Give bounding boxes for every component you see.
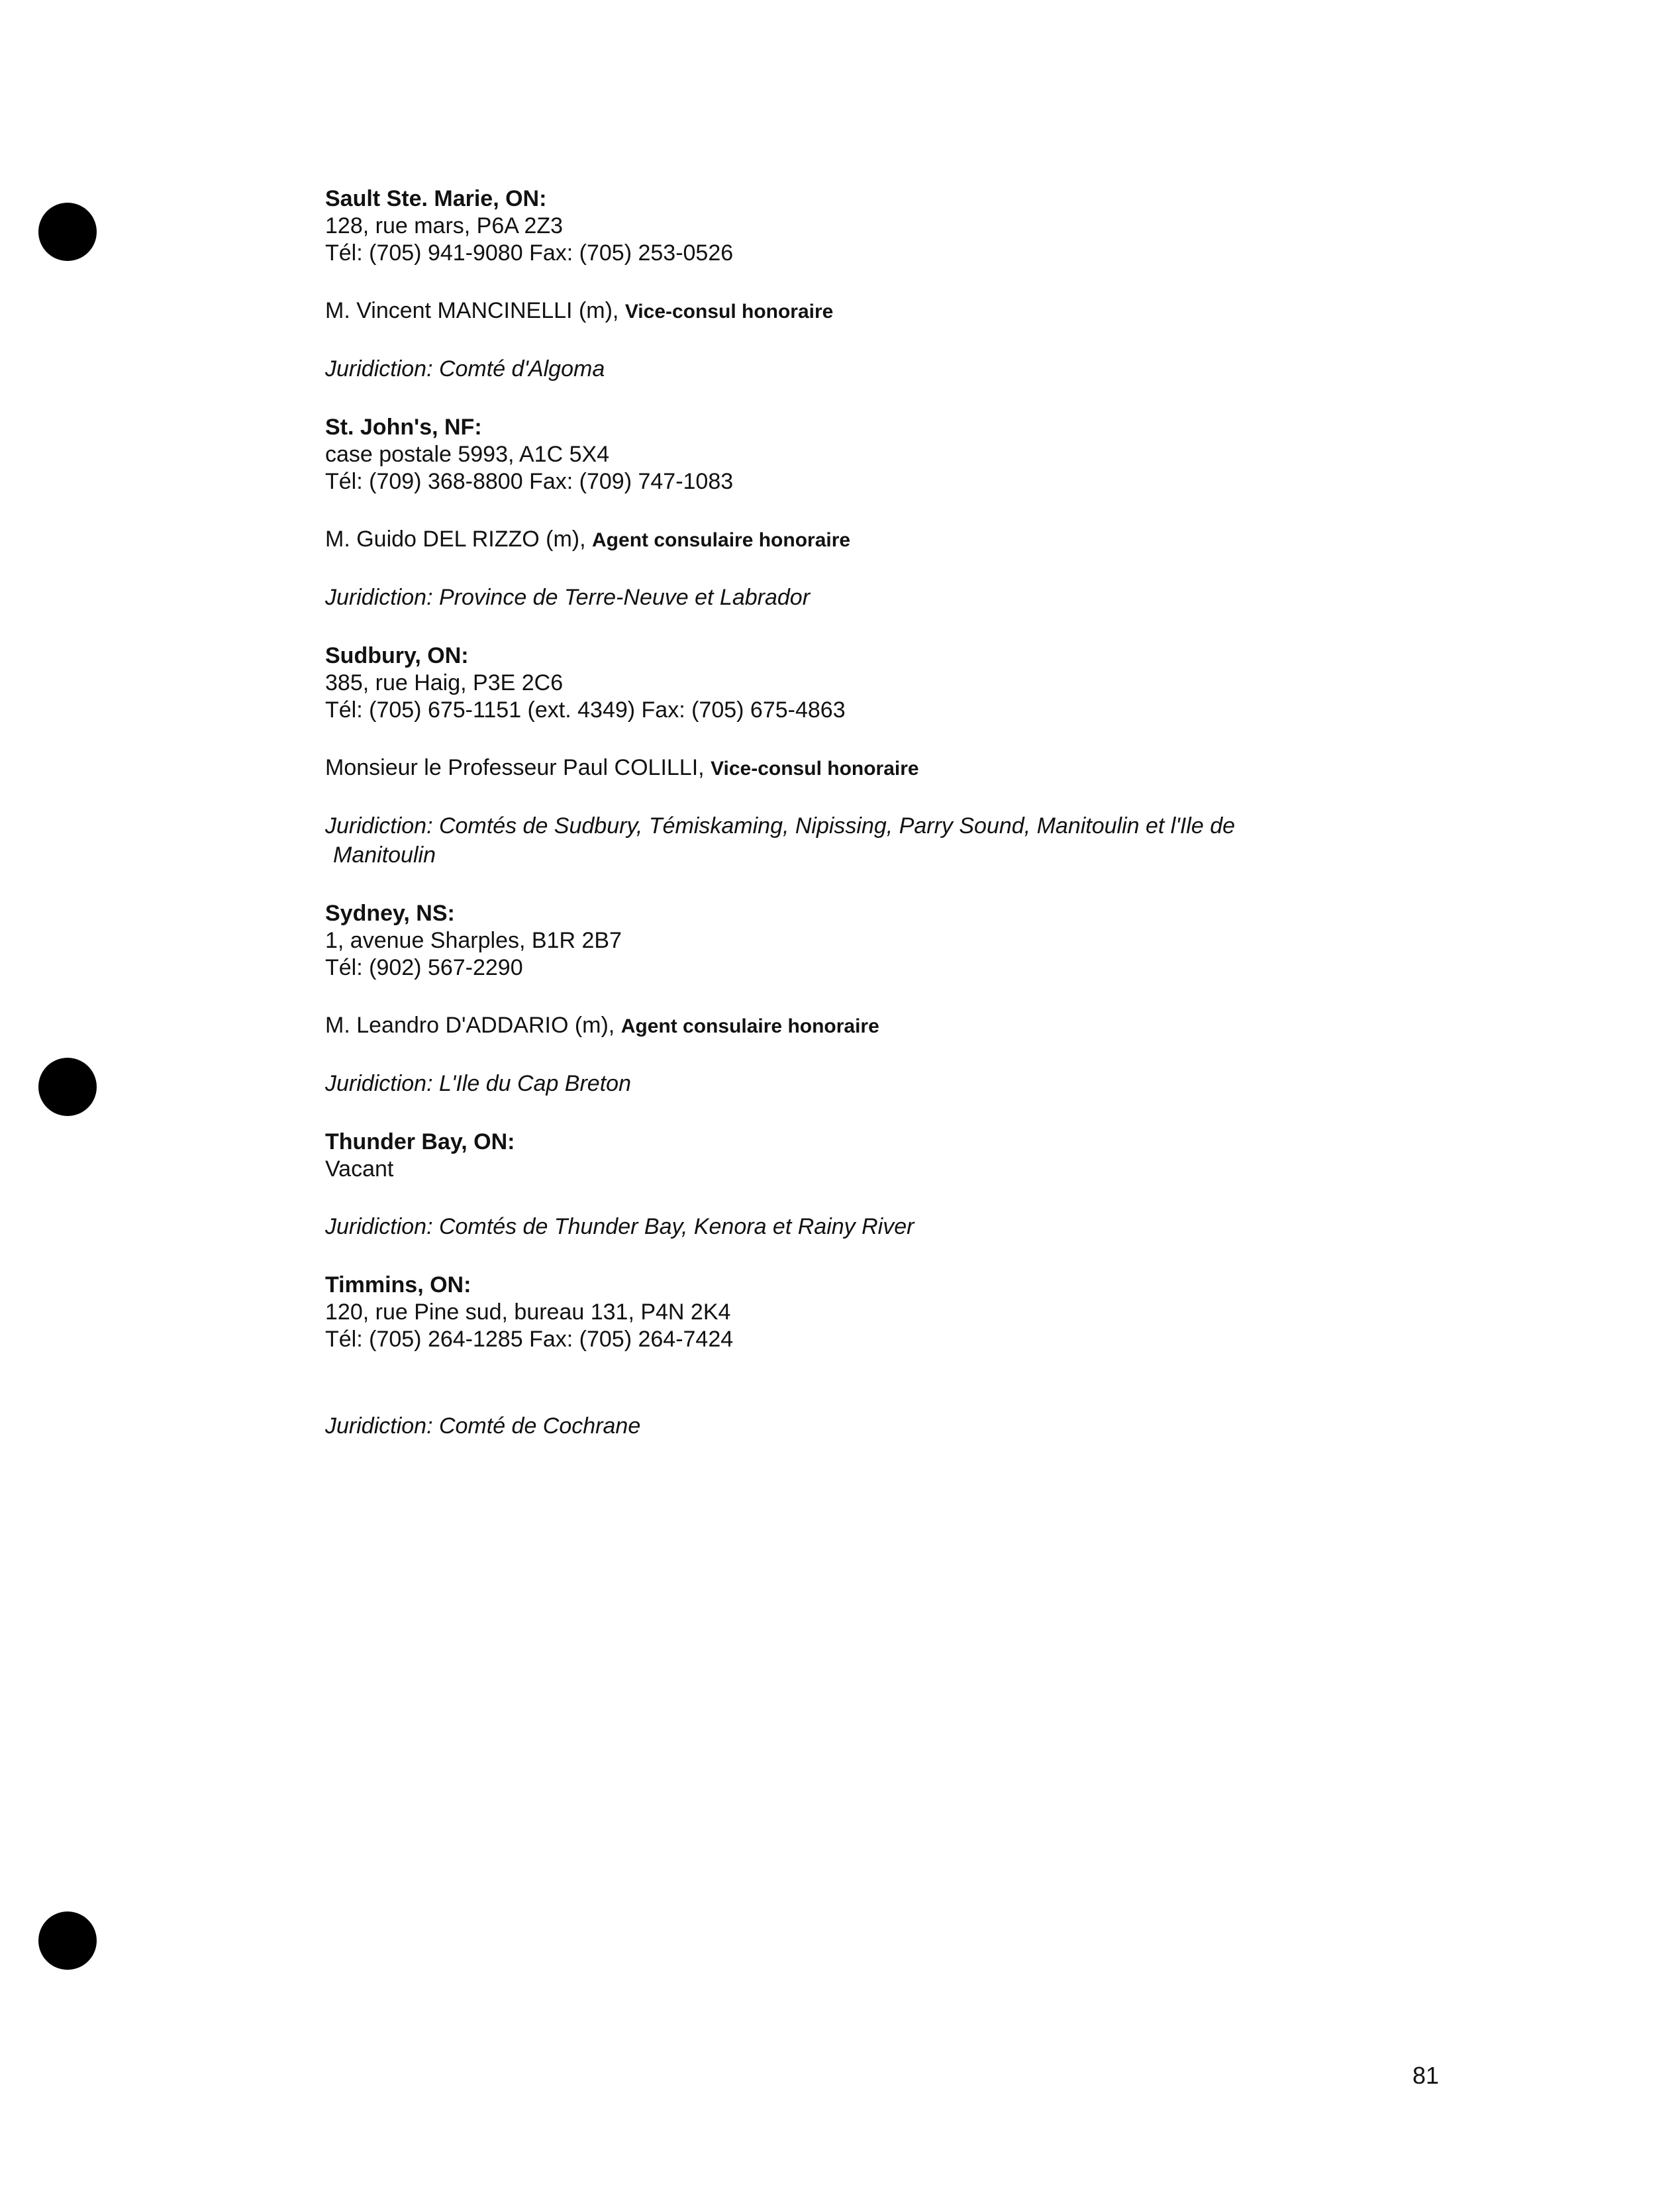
representative-name: M. Leandro D'ADDARIO (m),: [325, 1013, 615, 1038]
address: case postale 5993, A1C 5X4: [325, 442, 610, 467]
phone-fax: Tél: (705) 675-1151 (ext. 4349) Fax: (705) 675-4863: [325, 697, 846, 723]
representative-title: Agent consulaire honoraire: [592, 529, 851, 551]
jurisdiction: [325, 811, 1451, 870]
representative: [325, 526, 1451, 554]
jurisdiction: Juridiction: Comtés de Thunder Bay, Kenora et Rainy River: [325, 1214, 914, 1239]
representative-name: Monsieur le Professeur Paul COLILLI,: [325, 755, 705, 780]
phone-fax: Tél: (705) 941-9080 Fax: (705) 253-0526: [325, 240, 734, 266]
phone-fax: Tél: (902) 567-2290: [325, 955, 523, 980]
phone-fax: Tél: (705) 264-1285 Fax: (705) 264-7424: [325, 1327, 734, 1352]
address: 120, rue Pine sud, bureau 131, P4N 2K4: [325, 1299, 731, 1325]
consulate-list: [325, 185, 1451, 1470]
punch-hole: [38, 1058, 97, 1116]
page-number: 81: [1412, 2062, 1440, 2089]
punch-hole: [38, 1911, 97, 1970]
representative-title: Vice-consul honoraire: [624, 301, 834, 323]
representative-name: M. Guido DEL RIZZO (m),: [325, 527, 586, 552]
consulate-entry: [325, 414, 1451, 612]
city-heading: Timmins, ON:: [325, 1272, 471, 1298]
jurisdiction-line-continued: Manitoulin: [333, 842, 436, 868]
consulate-entry: [325, 642, 1451, 870]
jurisdiction: Juridiction: Comté d'Algoma: [325, 356, 605, 382]
city-heading: Sault Ste. Marie, ON:: [325, 186, 547, 211]
representative-name: M. Vincent MANCINELLI (m),: [325, 298, 619, 323]
city-heading: Sudbury, ON:: [325, 643, 469, 668]
address: 385, rue Haig, P3E 2C6: [325, 670, 564, 695]
consulate-entry: [325, 185, 1451, 383]
punch-hole: [38, 203, 97, 261]
jurisdiction: Juridiction: L'Ile du Cap Breton: [325, 1071, 631, 1096]
representative-title: Agent consulaire honoraire: [620, 1015, 879, 1037]
representative: [325, 754, 1451, 782]
representative: [325, 297, 1451, 325]
address: 1, avenue Sharples, B1R 2B7: [325, 928, 622, 953]
consulate-entry: [325, 1129, 1451, 1241]
consulate-entry: [325, 900, 1451, 1098]
representative: [325, 1012, 1451, 1040]
representative-title: Vice-consul honoraire: [711, 758, 919, 780]
city-heading: St. John's, NF:: [325, 415, 482, 440]
jurisdiction: Juridiction: Comté de Cochrane: [325, 1413, 641, 1439]
address: 128, rue mars, P6A 2Z3: [325, 213, 564, 238]
address: Vacant: [325, 1156, 394, 1182]
jurisdiction-line: Juridiction: Comtés de Sudbury, Témiskaming, Nipissing, Parry Sound, Manitoulin et l'Ile de: [325, 813, 1236, 839]
city-heading: Thunder Bay, ON:: [325, 1129, 515, 1154]
jurisdiction: Juridiction: Province de Terre-Neuve et Labrador: [325, 585, 811, 610]
phone-fax: Tél: (709) 368-8800 Fax: (709) 747-1083: [325, 469, 734, 494]
consulate-entry: [325, 1272, 1451, 1441]
city-heading: Sydney, NS:: [325, 901, 455, 926]
